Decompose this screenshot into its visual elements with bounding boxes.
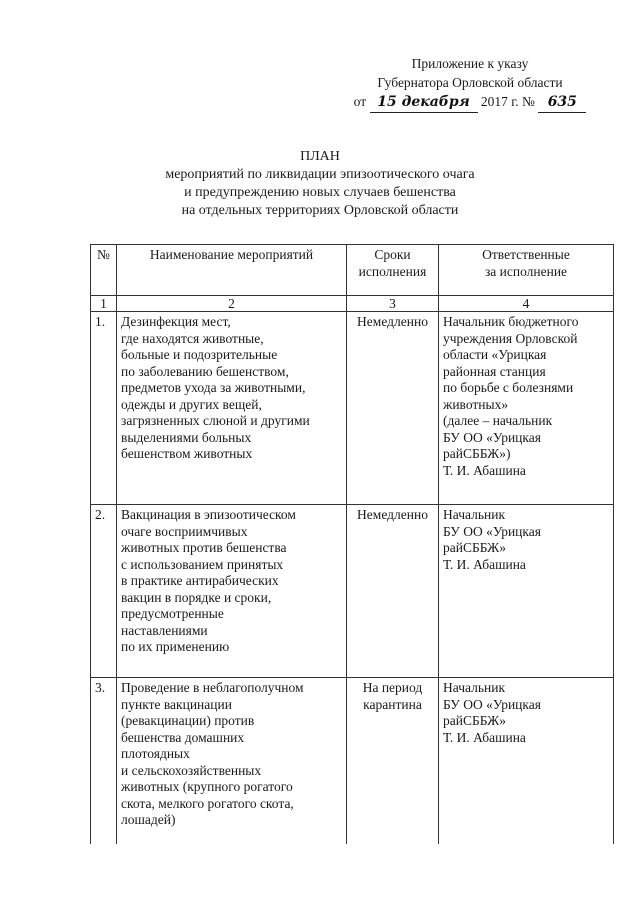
- responsible-cell: [439, 312, 614, 505]
- activity-cell-line: предусмотренные: [121, 606, 224, 621]
- responsible-cell-line: по борьбе с болезнями: [443, 380, 574, 395]
- activity-cell-line: вакцин в порядке и сроки,: [121, 589, 272, 605]
- activity-cell-line: больные и подозрительные: [121, 347, 278, 362]
- column-number: 3: [347, 296, 439, 312]
- responsible-cell-line: райСББЖ»: [443, 713, 506, 728]
- term-cell: [347, 505, 439, 678]
- header-terms: Сроки исполнения: [347, 245, 439, 296]
- activity-cell-line: лошадей): [121, 812, 176, 827]
- activity-cell-line: бешенством животных: [121, 446, 253, 461]
- responsible-cell-line: БУ ОО «Урицкая: [443, 696, 541, 712]
- column-number: 1: [91, 296, 117, 312]
- handwritten-date: 15 декабря: [370, 93, 478, 113]
- appendix-issuer: Губернатора Орловской области: [377, 75, 563, 90]
- plan-heading: [120, 148, 520, 220]
- responsible-cell-line: Начальник бюджетного: [443, 314, 579, 329]
- activity-cell-line: и сельскохозяйственных: [121, 762, 262, 778]
- responsible-cell-line: районная станция: [443, 363, 546, 379]
- handwritten-number: 635: [538, 93, 586, 113]
- year-number-label: 2017 г. №: [480, 94, 535, 109]
- plan-title: ПЛАН: [300, 149, 340, 164]
- header-responsible: Ответственные за исполнение: [439, 245, 614, 296]
- responsible-cell: [439, 678, 614, 845]
- activity-cell-line: по заболеванию бешенством,: [121, 363, 289, 379]
- header-activity: Наименование мероприятий: [117, 245, 347, 296]
- term-cell-line: На период: [362, 680, 423, 695]
- activity-cell-line: предметов ухода за животными,: [121, 380, 306, 395]
- plan-table: [90, 244, 614, 844]
- activity-cell-line: бешенства домашних: [121, 729, 245, 745]
- responsible-cell-line: учреждения Орловской: [443, 330, 578, 346]
- term-cell: [347, 678, 439, 845]
- row-number: 2.: [91, 505, 117, 678]
- appendix-block: [340, 54, 600, 113]
- column-number: 4: [439, 296, 614, 312]
- term-cell: [347, 312, 439, 505]
- responsible-cell-line: БУ ОО «Урицкая: [443, 523, 541, 539]
- activity-cell-line: плотоядных: [121, 746, 190, 761]
- table-row: [91, 505, 614, 678]
- activity-cell-line: пункте вакцинации: [121, 696, 232, 712]
- responsible-cell-line: Т. И. Абашина: [443, 462, 526, 478]
- activity-cell-line: (ревакцинации) против: [121, 713, 255, 728]
- activity-cell-line: Дезинфекция мест,: [121, 314, 231, 329]
- activity-cell-line: с использованием принятых: [121, 556, 284, 572]
- term-cell-line: Немедленно: [357, 314, 428, 329]
- responsible-cell-line: Начальник: [443, 680, 506, 695]
- activity-cell: [117, 312, 347, 505]
- plan-subtitle-1: мероприятий по ликвидации эпизоотического очага: [165, 167, 475, 182]
- activity-cell-line: наставлениями: [121, 622, 208, 638]
- appendix-date-line: [340, 92, 600, 113]
- activity-cell-line: очаге восприимчивых: [121, 523, 248, 539]
- appendix-title: Приложение к указу: [411, 56, 529, 71]
- responsible-cell-line: райСББЖ»: [443, 540, 506, 555]
- row-number: 3.: [91, 678, 117, 845]
- activity-cell-line: где находятся животные,: [121, 330, 264, 346]
- activity-cell-line: животных против бешенства: [121, 540, 287, 555]
- term-cell-line: карантина: [363, 696, 422, 712]
- plan-subtitle-2: и предупреждению новых случаев бешенства: [184, 185, 456, 200]
- responsible-cell: [439, 505, 614, 678]
- header-number: №: [91, 245, 117, 296]
- responsible-cell-line: Т. И. Абашина: [443, 556, 526, 572]
- activity-cell-line: выделениями больных: [121, 429, 252, 445]
- responsible-cell-line: Т. И. Абашина: [443, 729, 526, 745]
- responsible-cell-line: Начальник: [443, 507, 506, 522]
- column-numbers-row: [91, 296, 614, 312]
- activity-cell-line: одежды и других вещей,: [121, 396, 262, 412]
- activity-cell-line: скота, мелкого рогатого скота,: [121, 795, 294, 811]
- activity-cell: [117, 505, 347, 678]
- table-row: [91, 678, 614, 845]
- activity-cell-line: животных (крупного рогатого: [121, 779, 293, 794]
- responsible-cell-line: БУ ОО «Урицкая: [443, 429, 541, 445]
- plan-subtitle-3: на отдельных территориях Орловской области: [181, 203, 459, 218]
- activity-cell-line: Вакцинация в эпизоотическом: [121, 507, 296, 522]
- responsible-cell-line: животных»: [443, 396, 509, 412]
- table-row: [91, 312, 614, 505]
- column-number: 2: [117, 296, 347, 312]
- from-label: от: [353, 94, 367, 109]
- responsible-cell-line: области «Урицкая: [443, 347, 547, 362]
- row-number: 1.: [91, 312, 117, 505]
- activity-cell-line: в практике антирабических: [121, 573, 279, 588]
- term-cell-line: Немедленно: [357, 507, 428, 522]
- activity-cell-line: Проведение в неблагополучном: [121, 680, 304, 695]
- activity-cell-line: по их применению: [121, 639, 230, 654]
- activity-cell-line: загрязненных слюной и другими: [121, 413, 310, 428]
- responsible-cell-line: (далее – начальник: [443, 413, 553, 428]
- responsible-cell-line: райСББЖ»): [443, 446, 511, 461]
- activity-cell: [117, 678, 347, 845]
